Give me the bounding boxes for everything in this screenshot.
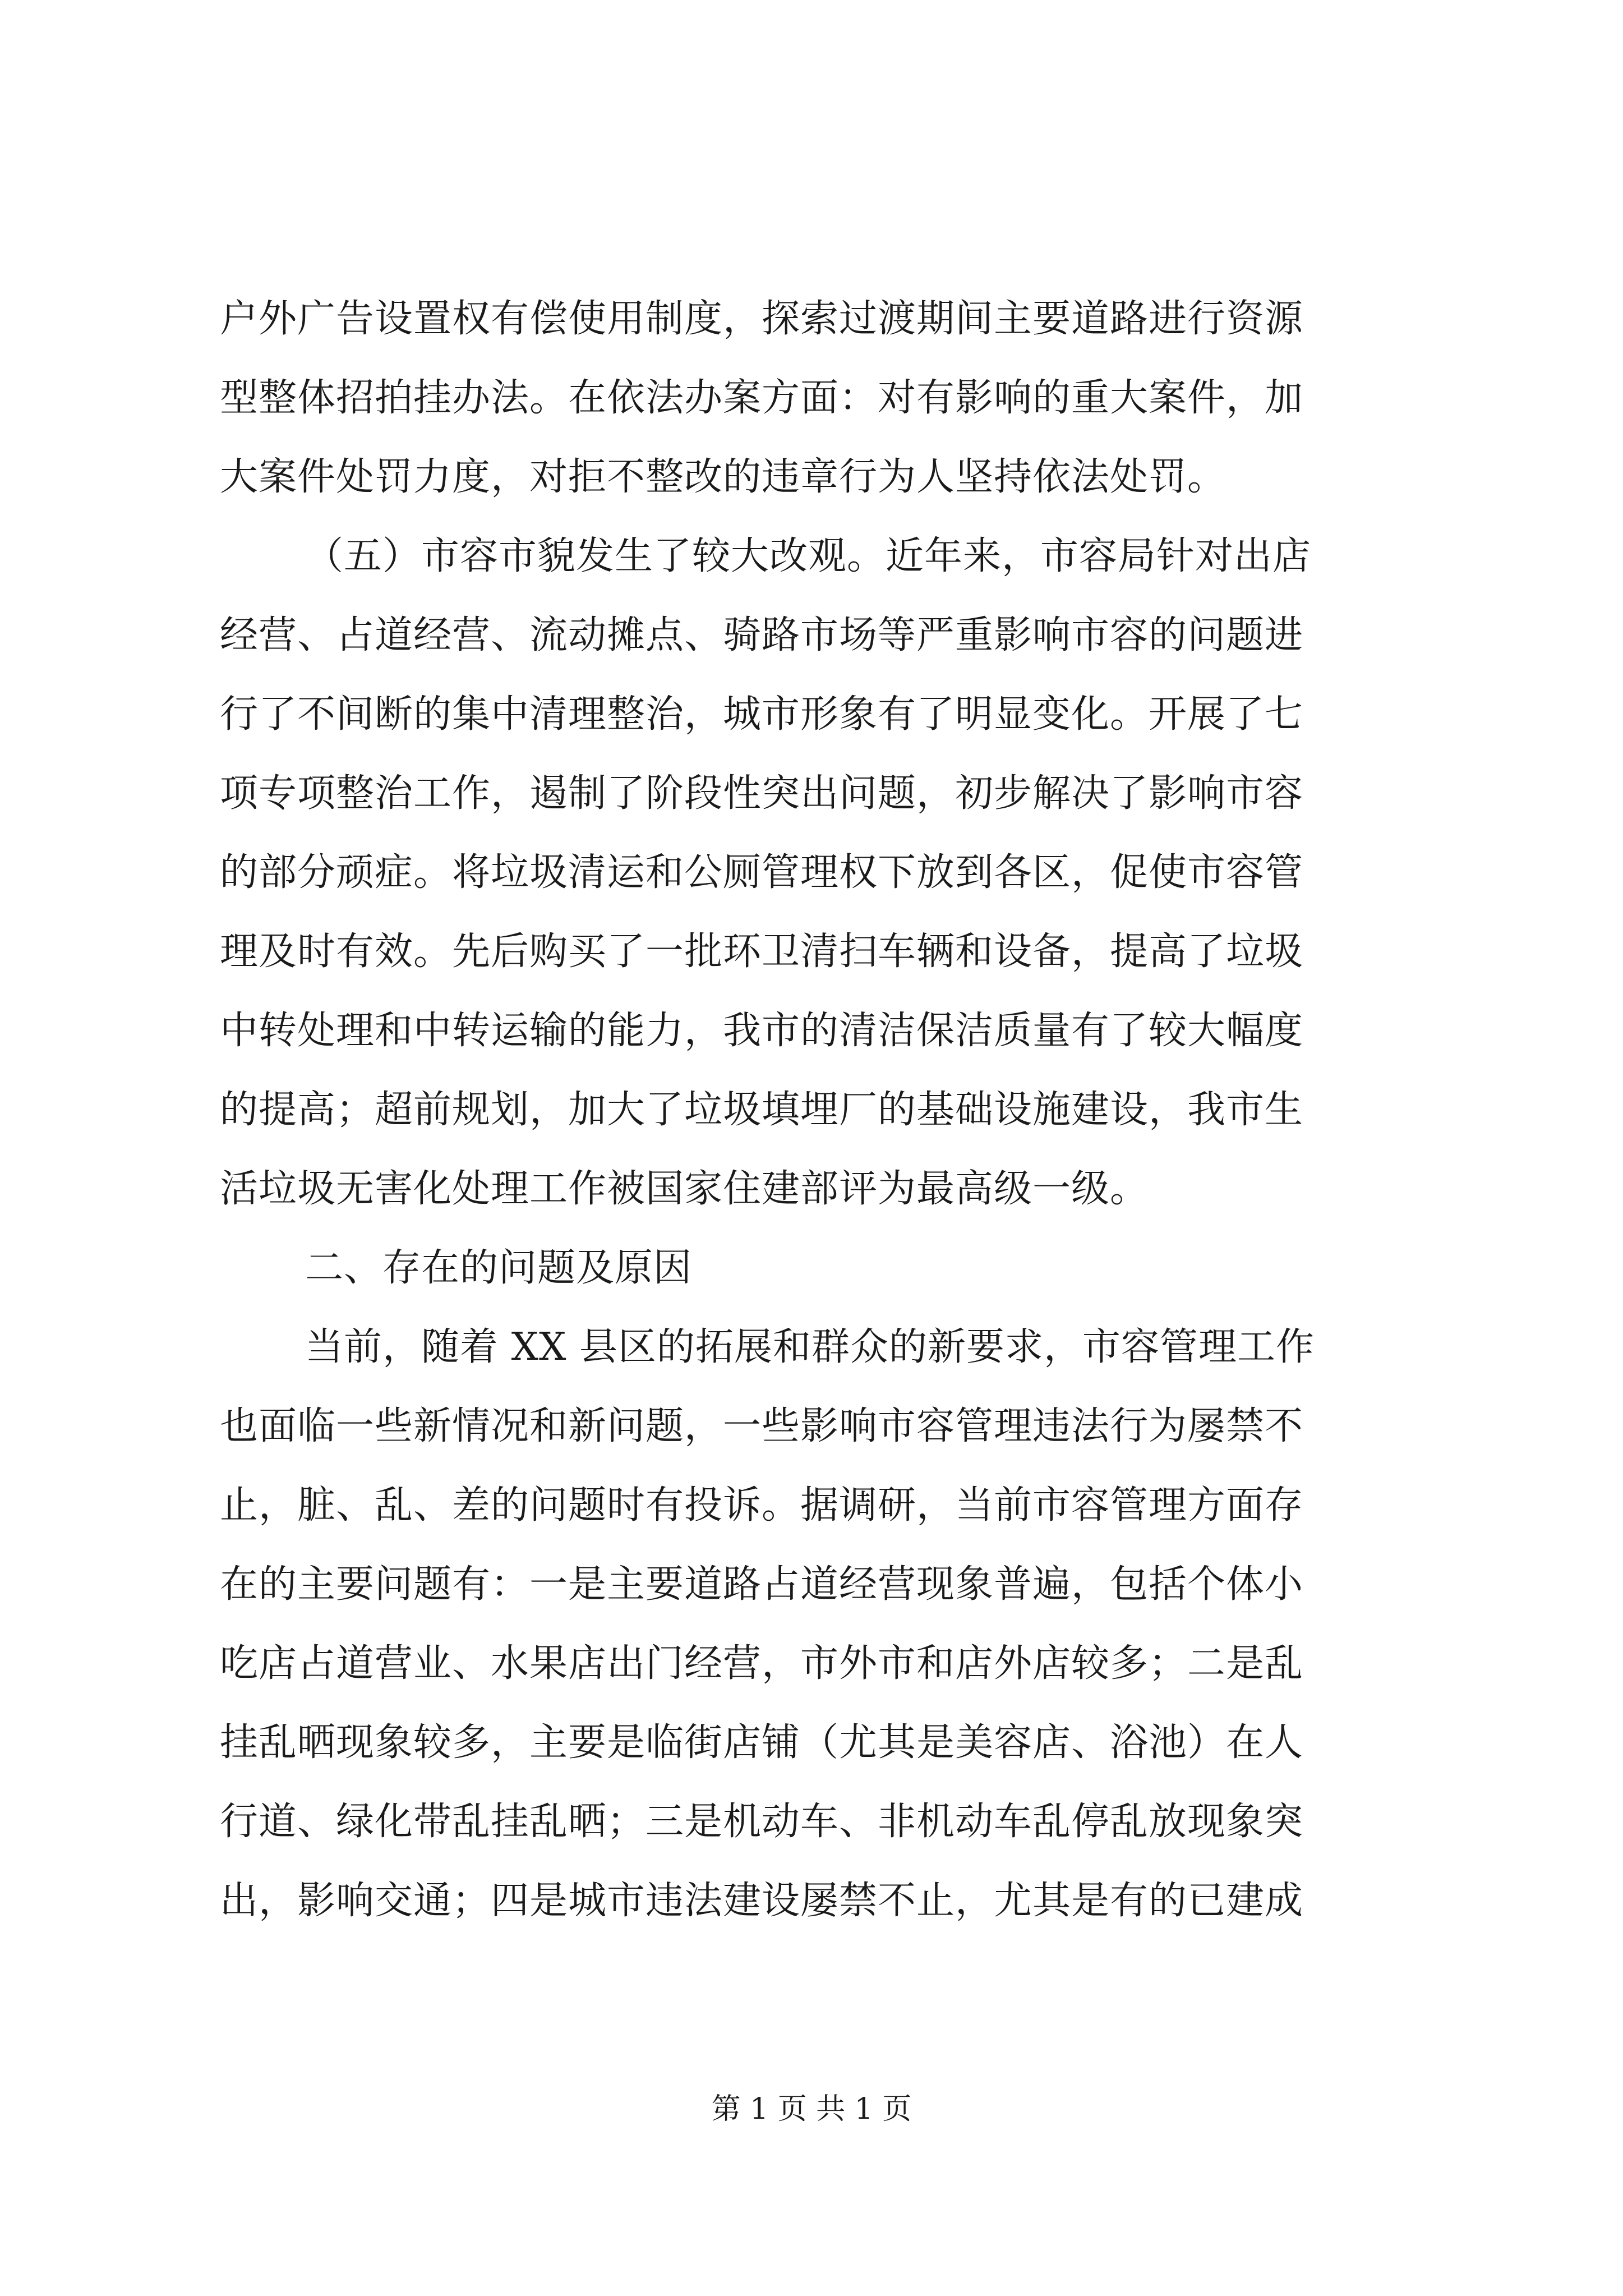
text-line-18: 吃店占道营业、水果店出门经营，市外市和店外店较多；二是乱 <box>220 1641 1304 1686</box>
text-line-5: 经营、占道经营、流动摊点、骑路市场等严重影响市容的问题进 <box>220 613 1304 657</box>
page-footer: 第 1 页 共 1 页 <box>711 2092 912 2126</box>
text-line-11: 的提高；超前规划，加大了垃圾填埋厂的基础设施建设，我市生 <box>220 1088 1304 1132</box>
text-line-21: 出，影响交通；四是城市违法建设屡禁不止，尤其是有的已建成 <box>220 1879 1304 1923</box>
text-line-16: 止，脏、乱、差的问题时有投诉。据调研，当前市容管理方面存 <box>220 1483 1304 1527</box>
text-line-7: 项专项整治工作，遏制了阶段性突出问题，初步解决了影响市容 <box>220 771 1304 816</box>
section-heading: 二、存在的问题及原因 <box>305 1246 693 1290</box>
text-line-8: 的部分顽症。将垃圾清运和公厕管理权下放到各区，促使市容管 <box>220 850 1304 895</box>
text-line-1: 户外广告设置权有偿使用制度，探索过渡期间主要道路进行资源 <box>220 297 1304 341</box>
text-line-4: （五）市容市貌发生了较大改观。近年来，市容局针对出店 <box>305 534 1312 578</box>
text-line-20: 行道、绿化带乱挂乱晒；三是机动车、非机动车乱停乱放现象突 <box>220 1800 1304 1844</box>
text-line-6: 行了不间断的集中清理整治，城市形象有了明显变化。开展了七 <box>220 692 1304 737</box>
text-line-19: 挂乱晒现象较多，主要是临街店铺（尤其是美容店、浴池）在人 <box>220 1720 1304 1765</box>
text-line-14: 当前，随着 XX 县区的拓展和群众的新要求，市容管理工作 <box>305 1325 1315 1369</box>
text-line-12: 活垃圾无害化处理工作被国家住建部评为最高级一级。 <box>220 1167 1149 1211</box>
text-line-10: 中转处理和中转运输的能力，我市的清洁保洁质量有了较大幅度 <box>220 1009 1304 1053</box>
document-body <box>220 279 1431 1940</box>
text-line-9: 理及时有效。先后购买了一批环卫清扫车辆和设备，提高了垃圾 <box>220 930 1304 974</box>
text-line-3: 大案件处罚力度，对拒不整改的违章行为人坚持依法处罚。 <box>220 455 1227 499</box>
text-line-15: 也面临一些新情况和新问题，一些影响市容管理违法行为屡禁不 <box>220 1404 1304 1448</box>
text-line-17: 在的主要问题有：一是主要道路占道经营现象普遍，包括个体小 <box>220 1562 1304 1607</box>
text-line-2: 型整体招拍挂办法。在依法办案方面：对有影响的重大案件，加 <box>220 376 1304 420</box>
